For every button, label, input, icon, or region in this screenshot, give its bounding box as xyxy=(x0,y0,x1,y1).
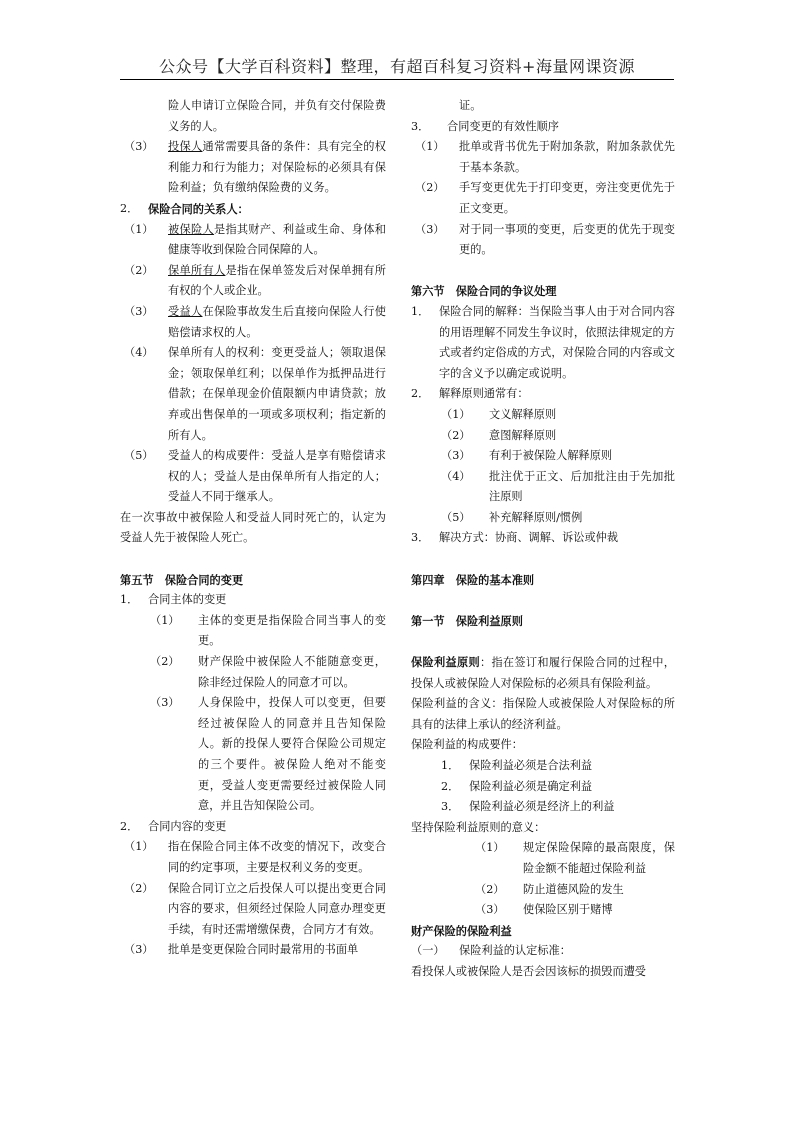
paragraph: 证。 xyxy=(459,99,482,112)
paragraph: 保险利益的构成要件： xyxy=(411,738,523,752)
list-item: （3） 使保险区别于赌博 xyxy=(475,903,613,917)
paragraph: 保险利益的含义：指保险人或被保险人对保险标的所具有的法律上承认的经济利益。 xyxy=(411,697,675,731)
list-item: （2） 保单所有人是指在保单签发后对保单拥有所有权的个人或企业。 xyxy=(124,263,386,298)
paragraph: 险人申请订立保险合同，并负有交付保险费义务的人。 xyxy=(168,99,386,133)
list-item: 2． 保险利益必须是确定利益 xyxy=(441,779,593,793)
list-item: （3） 对于同一事项的变更，后变更的优先于现变更的。 xyxy=(415,222,675,257)
list-item: （4） 保单所有人的权利：变更受益人；领取退保金；领取保单红利；以保单作为抵押品进行借款；在保单现金价值限额内申请贷款；放弃或出售保单的一项或多项权利；指定新的所有人。 xyxy=(124,346,386,442)
term-insurable-interest: 保险利益原则 xyxy=(411,655,480,670)
list-item: 3． 保险利益必须是经济上的利益 xyxy=(441,800,615,814)
list-item: （1） 文义解释原则 xyxy=(441,407,557,421)
left-column xyxy=(120,96,386,961)
list-item: （一） 保险利益的认定标准： xyxy=(411,944,571,958)
section-heading: 第五节 保险合同的变更 xyxy=(120,572,244,587)
list-item: （2） 财产保险中被保险人不能随意变更，除非经过保险人的同意才可以。 xyxy=(150,655,386,689)
page-header: 公众号【大学百科资料】整理，有超百科复习资料+海量网课资源 xyxy=(159,57,635,76)
subheading: 财产保险的保险利益 xyxy=(411,923,512,938)
paragraph: 坚持保险利益原则的意义： xyxy=(411,820,546,834)
subheading: 1． 合同主体的变更 xyxy=(120,593,227,607)
list-item: （1） 批单或背书优先于附加条款，附加条款优先于基本条款。 xyxy=(415,140,675,174)
subheading: 2． 保险合同的关系人： xyxy=(120,201,249,216)
list-item: （3） 投保人通常需要具备的条件：具有完全的权利能力和行为能力；对保险标的必须具有保险利益；负有缴纳保险费的义务。 xyxy=(124,140,386,195)
paragraph: 在一次事故中被保险人和受益人同时死亡的，认定为受益人先于被保险人死亡。 xyxy=(120,510,386,545)
paragraph: 保险利益原则：指在签订和履行保险合同的过程中，投保人或被保险人对保险标的必须具有保险利益。 xyxy=(411,655,675,690)
list-item: （2） 保险合同订立之后投保人可以提出变更合同内容的要求，但须经过保险人同意办理变更手续，有时还需增缴保费，合同方才有效。 xyxy=(124,881,386,936)
list-item: （4） 批注优于正文、后加批注由于先加批注原则 xyxy=(441,469,675,504)
chapter-heading: 第四章 保险的基本准则 xyxy=(411,572,535,587)
list-item: （3） 人身保险中，投保人可以变更，但要经过被保险人的同意并且告知保险人。新的投保人要符合保险公司规定的三个要件。被保险人绝对不能变更，受益人变更需要经过被保险人同意，并且告知保险公司。 xyxy=(150,696,386,813)
list-item: （3） 有利于被保险人解释原则 xyxy=(441,449,613,463)
list-item: （5） 受益人的构成要件：受益人是享有赔偿请求权的人；受益人是由保单所有人指定的人；受益人不同于继承人。 xyxy=(124,449,386,504)
subheading: 2． 合同内容的变更 xyxy=(120,819,227,833)
list-item: （3） 受益人在保险事故发生后直接向保险人行使赔偿请求权的人。 xyxy=(124,304,386,339)
term-policyholder: 投保人 xyxy=(168,140,203,154)
section-heading: 第一节 保险利益原则 xyxy=(411,613,523,628)
list-item: （5） 补充解释原则/惯例 xyxy=(441,510,583,524)
section-heading: 第六节 保险合同的争议处理 xyxy=(411,284,557,299)
subheading: 3． 合同变更的有效性顺序 xyxy=(411,119,559,133)
list-item: 1． 保险利益必须是合法利益 xyxy=(441,759,593,772)
list-item: （3） 批单是变更保险合同时最常用的书面单 xyxy=(124,943,359,957)
header-divider xyxy=(120,79,674,80)
list-item: 3． 解决方式：协商、调解、诉讼或仲裁 xyxy=(411,531,619,545)
list-item: （1） 被保险人是指其财产、利益或生命、身体和健康等收到保险合同保障的人。 xyxy=(124,222,386,257)
list-item: （2） 手写变更优先于打印变更，旁注变更优先于正文变更。 xyxy=(415,181,675,215)
list-item: （1） 主体的变更是指保险合同当事人的变更。 xyxy=(150,613,386,648)
list-item: 2． 解释原则通常有： xyxy=(411,387,529,401)
list-item: 1． 保险合同的解释：当保险当事人由于对合同内容的用语理解不同发生争议时，依照法律规定的方式或者约定俗成的方式，对保险合同的内容或文字的含义予以确定或说明。 xyxy=(411,304,675,380)
list-item: （2） 防止道德风险的发生 xyxy=(475,882,624,896)
paragraph: 看投保人或被保险人是否会因该标的损毁而遭受 xyxy=(411,964,646,978)
list-item: （1） 指在保险合同主体不改变的情况下，改变合同的约定事项，主要是权利义务的变更。 xyxy=(124,840,386,874)
list-item: （1） 规定保险保障的最高限度，保险金额不能超过保险利益 xyxy=(475,841,675,875)
right-column xyxy=(411,96,675,983)
list-item: （2） 意图解释原则 xyxy=(441,428,557,442)
